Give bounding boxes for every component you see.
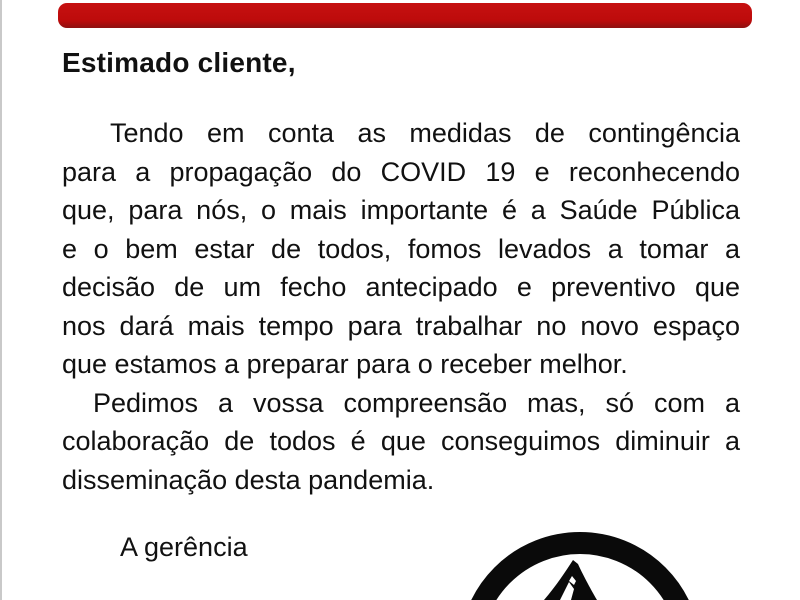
- body-line: disseminação desta pandemia.: [62, 464, 435, 495]
- body-line: e o bem estar de todos, fomos levados a tomar a: [62, 233, 740, 264]
- signature: A gerência: [120, 532, 248, 562]
- body-line: que, para nós, o mais importante é a Saúde Pública: [62, 195, 740, 225]
- body-line: colaboração de todos é que conseguimos diminuir a: [62, 426, 740, 456]
- letter-body: [62, 114, 740, 499]
- page-edge-line: [0, 0, 2, 600]
- red-banner: [58, 3, 752, 28]
- body-line: Pedimos a vossa compreensão mas, só com a: [93, 387, 740, 418]
- greeting-heading: Estimado cliente,: [62, 47, 296, 78]
- body-line: Tendo em conta as medidas de contingência: [110, 118, 740, 148]
- body-line: decisão de um fecho antecipado e preventivo que: [62, 272, 740, 302]
- company-logo: [460, 531, 700, 600]
- paragraph: [62, 384, 740, 500]
- body-line: para a propagação do COVID 19 e reconhecendo: [62, 156, 740, 187]
- body-line: que estamos a preparar para o receber melhor.: [62, 349, 628, 379]
- circle-mountain-emblem-icon: [460, 531, 700, 600]
- paragraph: [62, 114, 740, 384]
- body-line: nos dará mais tempo para trabalhar no novo espaço: [62, 310, 740, 341]
